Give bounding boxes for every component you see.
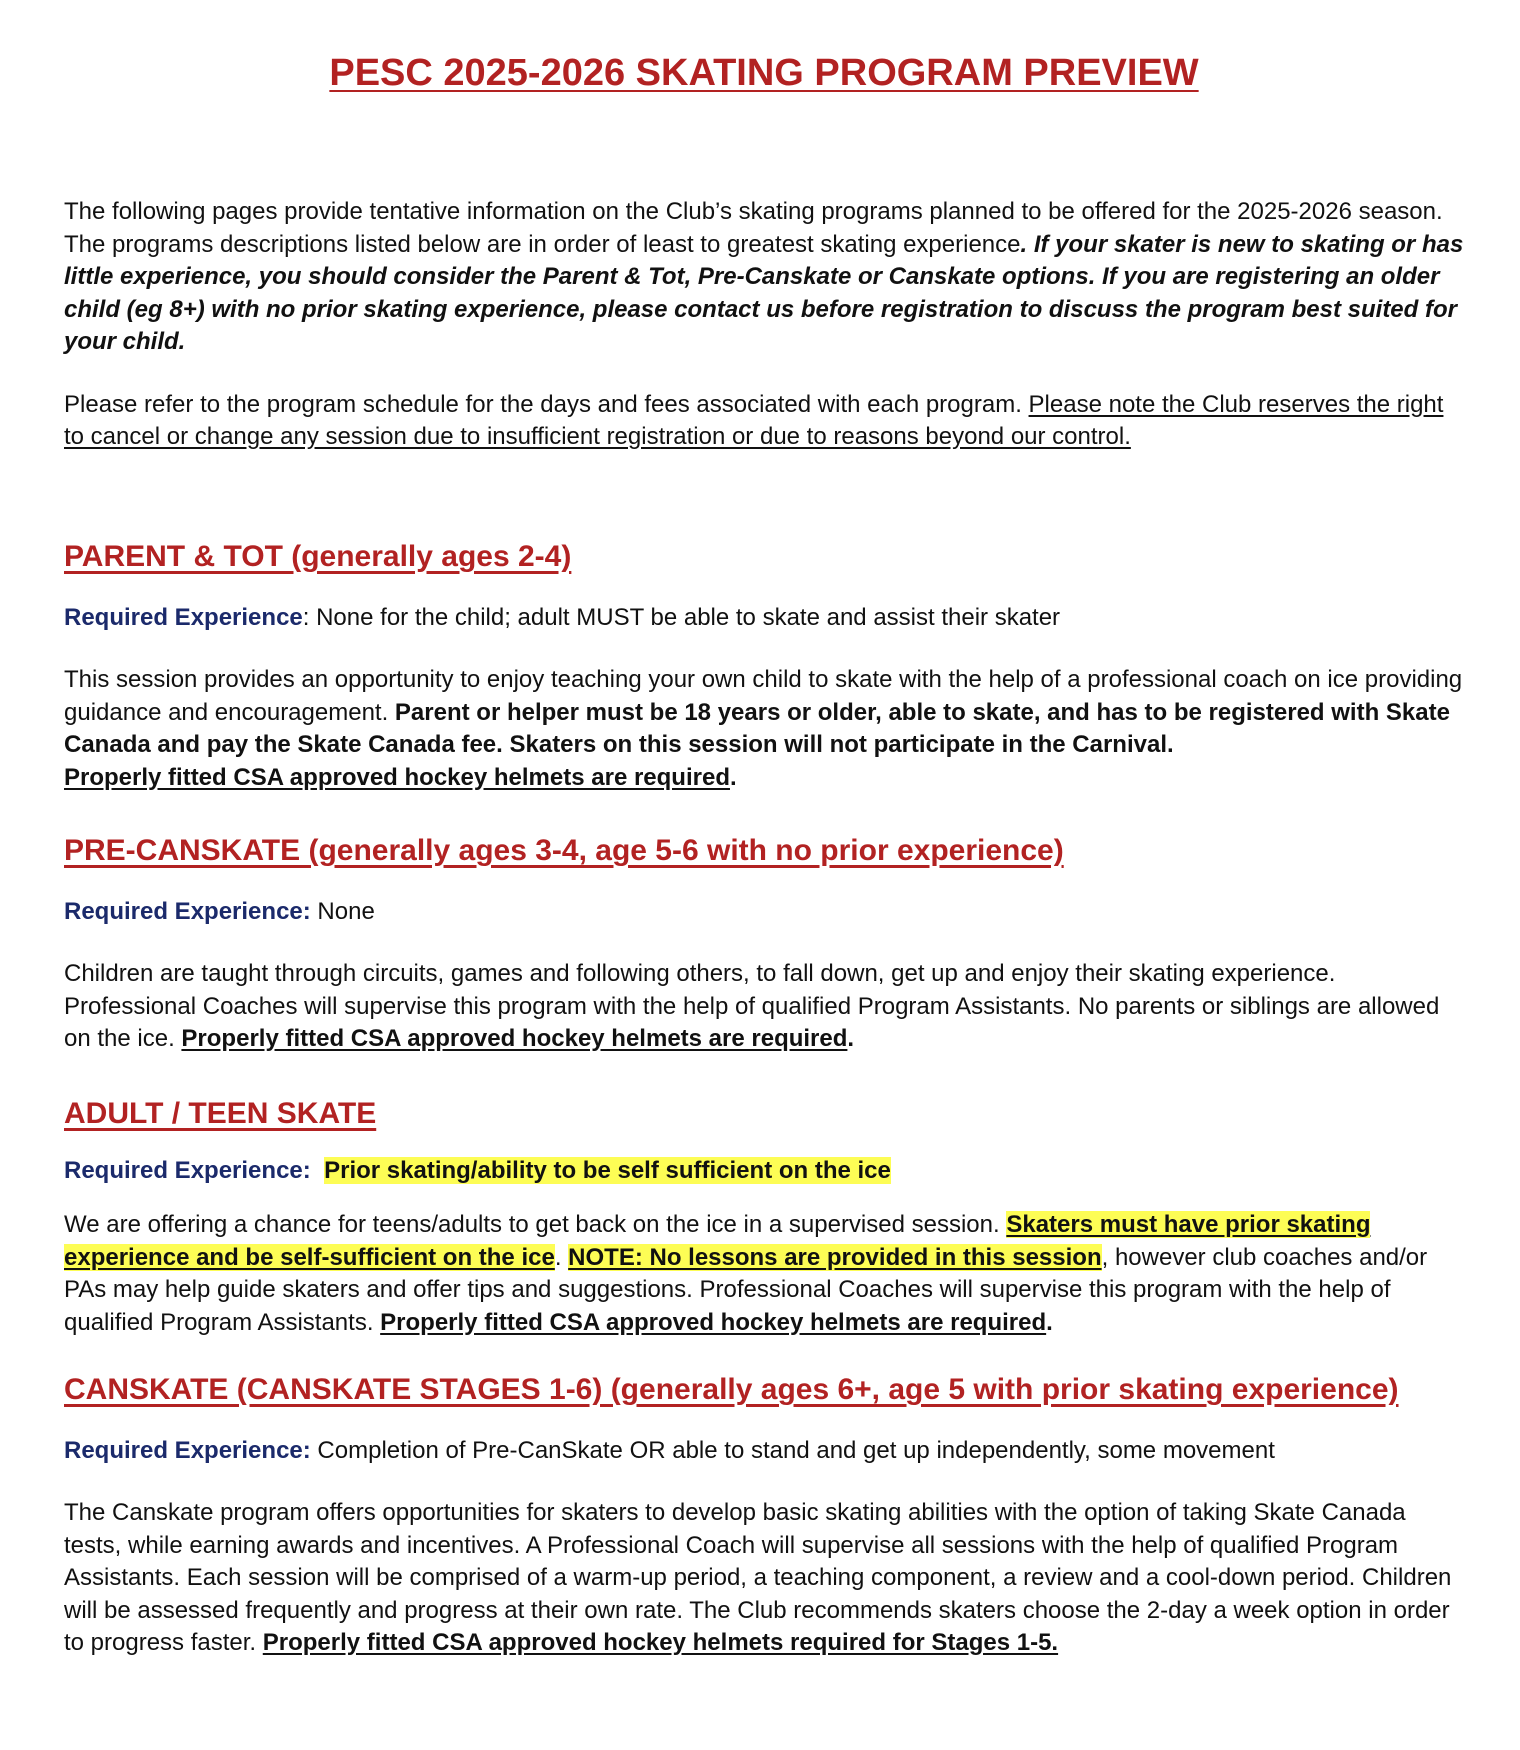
required-experience: [64, 602, 1464, 634]
helmet-notice: Properly fitted CSA approved hockey helmets are required: [380, 1308, 1047, 1336]
section-parent-tot: [64, 540, 1464, 794]
helmet-notice: Properly fitted CSA approved hockey helmets required for Stages 1-5.: [262, 1629, 1059, 1656]
intro-section: [64, 196, 1464, 454]
description-text: We are offering a chance for teens/adults to get back on the ice in a supervised session.: [64, 1211, 1007, 1238]
intro-paragraph-1: [64, 196, 1464, 359]
intro-text: The following pages provide tentative information on the Club’s skating programs planned to be offered for the 2025-2026 season. The programs descriptions listed below are in order of least to greatest skating experience: [64, 198, 1443, 258]
intro-paragraph-2: [64, 389, 1464, 454]
section-heading: PRE-CANSKATE (generally ages 3-4, age 5-6 with no prior experience): [64, 834, 1064, 867]
section-pre-canskate: [64, 834, 1464, 1056]
required-experience-label: Required Experience: [64, 604, 303, 631]
required-experience-label: Required Experience:: [64, 898, 311, 925]
required-experience-value: Prior skating/ability to be self sufficient on the ice: [324, 1157, 891, 1184]
required-experience: [64, 1155, 1464, 1187]
description-end: .: [847, 1025, 855, 1052]
required-experience-label: Required Experience:: [64, 1437, 311, 1464]
required-experience: [64, 1435, 1464, 1467]
intro-schedule-text: Please refer to the program schedule for the days and fees associated with each program.: [64, 390, 1029, 418]
section-heading: PARENT & TOT (generally ages 2-4): [64, 540, 572, 573]
helmet-notice: Properly fitted CSA approved hockey helmets are required: [64, 763, 730, 791]
description-bold: Parent or helper must be 18 years or older, able to skate, and has to be registered with Skate Canada and pay the Skate Canada fee. Skaters on this session will not participate in the Carnival.: [64, 698, 1450, 758]
prior-experience-notice: Skaters must have prior skating experience and be self-sufficient on the ice: [64, 1211, 1371, 1271]
required-experience-value: Completion of Pre-CanSkate OR able to stand and get up independently, some movement: [310, 1437, 1275, 1464]
section-description: [64, 664, 1464, 794]
description-text: This session provides an opportunity to enjoy teaching your own child to skate with the help of a professional coach on ice providing guidance and encouragement.: [64, 666, 1463, 726]
section-description: [64, 1209, 1464, 1339]
section-description: [64, 1497, 1464, 1660]
required-experience-value: : None for the child; adult MUST be able to skate and assist their skater: [302, 604, 1061, 631]
required-experience-label: Required Experience:: [64, 1157, 311, 1184]
description-end: .: [729, 763, 737, 791]
no-lessons-notice: NOTE: No lessons are provided in this session: [568, 1243, 1102, 1271]
intro-cancel-notice: Please note the Club reserves the right to cancel or change any session due to insufficient registration or due to reasons beyond our control.: [64, 390, 1444, 450]
description-text: Children are taught through circuits, games and following others, to fall down, get up and enjoy their skating experience. Professional Coaches will supervise this program with the help of qualified Program Assistants. No parents or siblings are allowed on the ice.: [64, 960, 1440, 1052]
section-canskate: [64, 1373, 1464, 1660]
section-adult-teen: [64, 1097, 1464, 1339]
required-experience: [64, 896, 1464, 928]
section-description: [64, 958, 1464, 1056]
description-text-2: , however club coaches and/or PAs may help guide skaters and offer tips and suggestions. Professional Coaches will supervise this program with the help of qualified Program Assistants.: [64, 1243, 1428, 1336]
description-separator: .: [554, 1243, 569, 1271]
helmet-notice: Properly fitted CSA approved hockey helmets are required: [181, 1025, 848, 1052]
page-title: PESC 2025-2026 SKATING PROGRAM PREVIEW: [329, 52, 1199, 94]
description-text: The Canskate program offers opportunities for skaters to develop basic skating abilities with the option of taking Skate Canada tests, while earning awards and incentives. A Professional Coach will supervise all sessions with the help of qualified Program Assistants. Each session will be comprised of a warm-up period, a teaching component, a review and a cool-down period. Children will be assessed frequently and progress at their own rate. The Club recommends skaters choose the 2-day a week option in order to progress faster.: [64, 1499, 1452, 1656]
section-heading: ADULT / TEEN SKATE: [64, 1097, 377, 1130]
required-experience-value: None: [310, 898, 375, 925]
section-heading: CANSKATE (CANSKATE STAGES 1-6) (generally ages 6+, age 5 with prior skating experience): [64, 1373, 1399, 1406]
description-end: .: [1046, 1308, 1053, 1336]
intro-emphasis: . If your skater is new to skating or has little experience, you should consider the Parent & Tot, Pre-Canskate or Canskate options. If you are registering an older child (eg 8+) with no prior skating experience, please contact us before registration to discuss the program best suited for your child.: [64, 230, 1464, 355]
